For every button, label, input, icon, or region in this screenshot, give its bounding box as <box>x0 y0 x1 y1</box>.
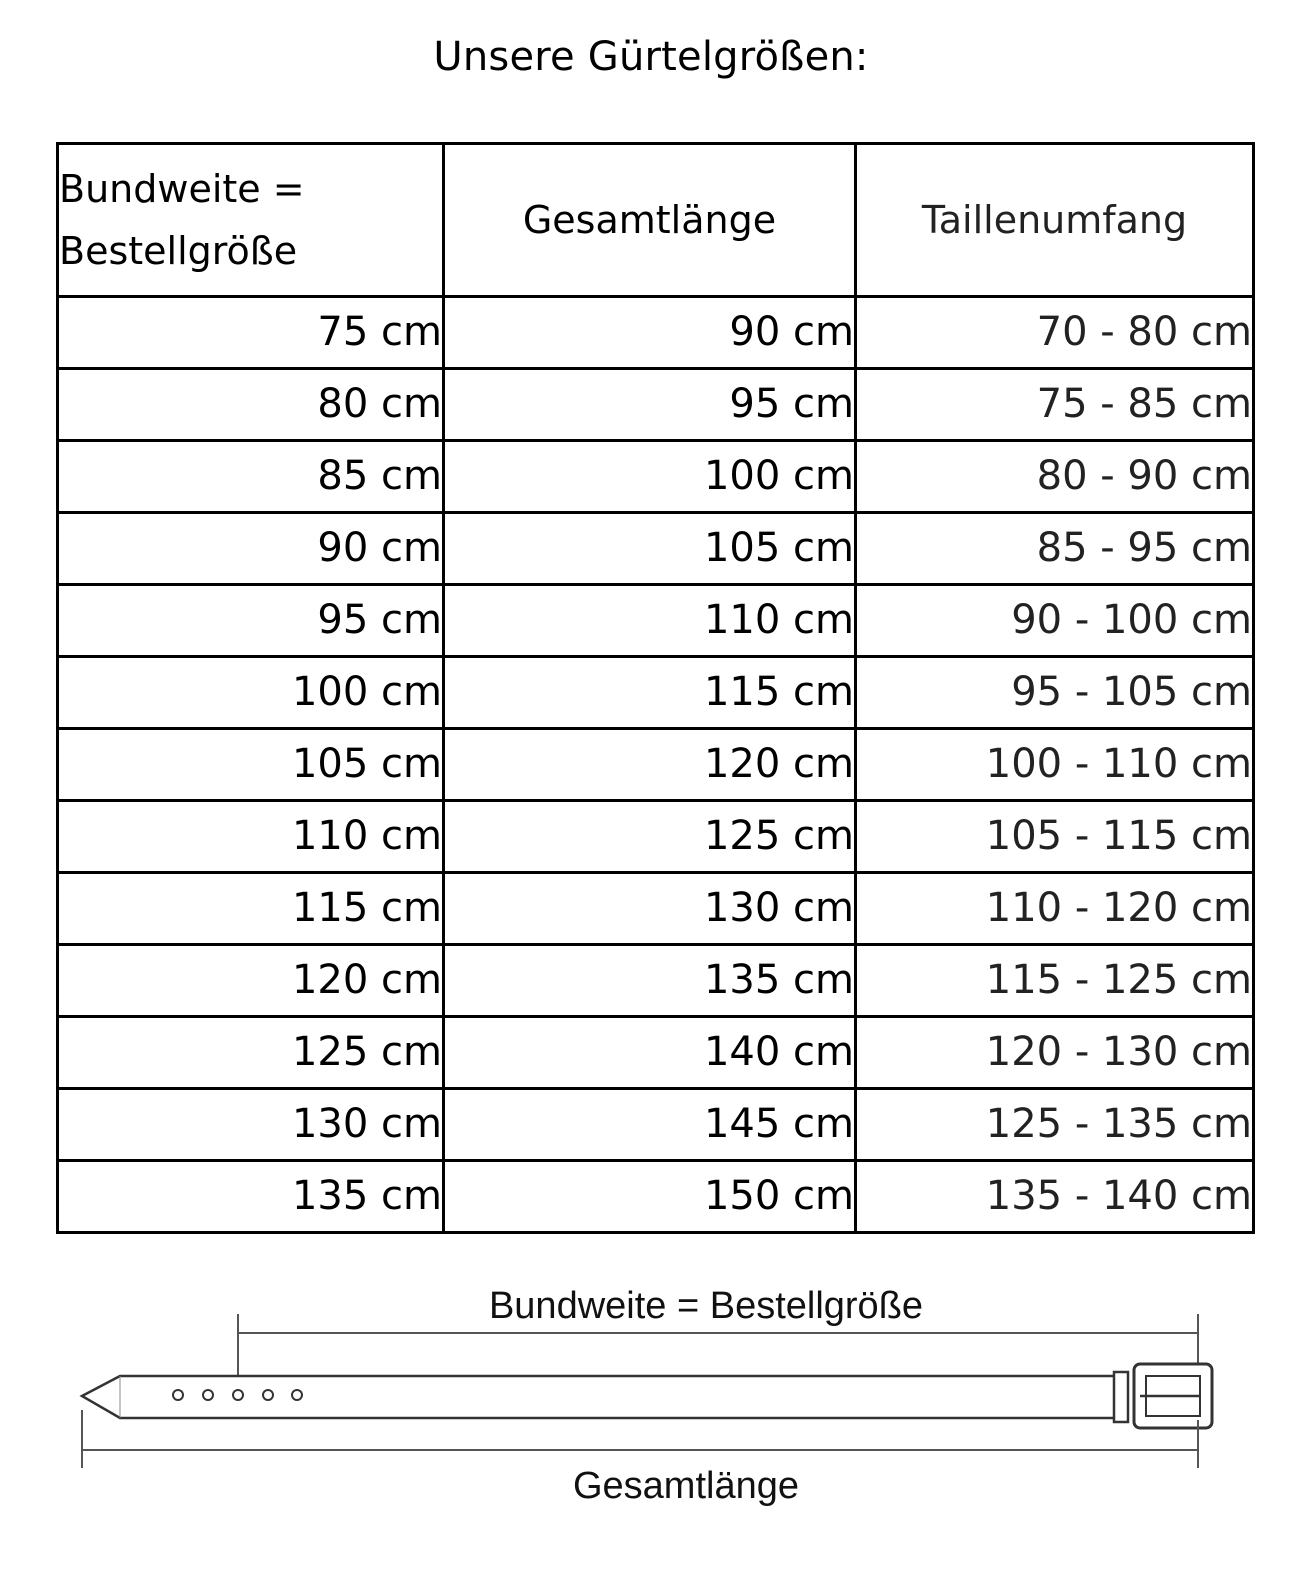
cell-bundweite: 120 cm <box>58 945 444 1017</box>
cell-gesamtlaenge: 125 cm <box>444 801 856 873</box>
cell-gesamtlaenge: 105 cm <box>444 513 856 585</box>
header-taillenumfang: Taillenumfang <box>856 144 1254 297</box>
cell-bundweite: 125 cm <box>58 1017 444 1089</box>
cell-taillenumfang: 120 - 130 cm <box>856 1017 1254 1089</box>
cell-gesamtlaenge: 115 cm <box>444 657 856 729</box>
table-row <box>58 945 1254 1017</box>
cell-bundweite: 105 cm <box>58 729 444 801</box>
cell-taillenumfang: 115 - 125 cm <box>856 945 1254 1017</box>
table-row <box>58 1161 1254 1233</box>
cell-bundweite: 130 cm <box>58 1089 444 1161</box>
header-bundweite-line2: Bestellgröße <box>59 229 298 273</box>
belt-diagram <box>0 1270 1302 1570</box>
cell-taillenumfang: 135 - 140 cm <box>856 1161 1254 1233</box>
cell-gesamtlaenge: 120 cm <box>444 729 856 801</box>
cell-taillenumfang: 75 - 85 cm <box>856 369 1254 441</box>
size-table <box>56 142 1255 1234</box>
table-row <box>58 297 1254 369</box>
header-gesamtlaenge: Gesamtlänge <box>444 144 856 297</box>
belt-hole-3 <box>233 1390 243 1400</box>
table-row <box>58 873 1254 945</box>
table-row <box>58 369 1254 441</box>
table-row <box>58 441 1254 513</box>
table-row <box>58 513 1254 585</box>
cell-taillenumfang: 95 - 105 cm <box>856 657 1254 729</box>
belt-keeper <box>1114 1372 1128 1422</box>
table-row <box>58 801 1254 873</box>
belt-hole-2 <box>203 1390 213 1400</box>
belt-illustration <box>82 1364 1212 1428</box>
cell-bundweite: 85 cm <box>58 441 444 513</box>
cell-gesamtlaenge: 110 cm <box>444 585 856 657</box>
table-row <box>58 1017 1254 1089</box>
cell-taillenumfang: 80 - 90 cm <box>856 441 1254 513</box>
cell-bundweite: 95 cm <box>58 585 444 657</box>
cell-gesamtlaenge: 95 cm <box>444 369 856 441</box>
cell-gesamtlaenge: 100 cm <box>444 441 856 513</box>
cell-bundweite: 110 cm <box>58 801 444 873</box>
cell-taillenumfang: 70 - 80 cm <box>856 297 1254 369</box>
table-row <box>58 585 1254 657</box>
cell-taillenumfang: 125 - 135 cm <box>856 1089 1254 1161</box>
size-table-body <box>58 297 1254 1233</box>
cell-bundweite: 90 cm <box>58 513 444 585</box>
belt-hole-4 <box>263 1390 273 1400</box>
table-row <box>58 657 1254 729</box>
header-bundweite <box>58 144 444 297</box>
cell-taillenumfang: 90 - 100 cm <box>856 585 1254 657</box>
cell-bundweite: 135 cm <box>58 1161 444 1233</box>
page-title: Unsere Gürtelgrößen: <box>433 34 869 80</box>
header-bundweite-line1: Bundweite = <box>59 167 305 211</box>
table-row <box>58 1089 1254 1161</box>
cell-taillenumfang: 105 - 115 cm <box>856 801 1254 873</box>
cell-gesamtlaenge: 135 cm <box>444 945 856 1017</box>
cell-bundweite: 75 cm <box>58 297 444 369</box>
cell-gesamtlaenge: 90 cm <box>444 297 856 369</box>
cell-taillenumfang: 110 - 120 cm <box>856 873 1254 945</box>
bundweite-label: Bundweite = Bestellgröße <box>488 1285 924 1327</box>
cell-bundweite: 100 cm <box>58 657 444 729</box>
table-header-row <box>58 144 1254 297</box>
belt-hole-5 <box>292 1390 302 1400</box>
cell-taillenumfang: 85 - 95 cm <box>856 513 1254 585</box>
table-row <box>58 729 1254 801</box>
cell-taillenumfang: 100 - 110 cm <box>856 729 1254 801</box>
cell-gesamtlaenge: 140 cm <box>444 1017 856 1089</box>
belt-hole-1 <box>173 1390 183 1400</box>
cell-gesamtlaenge: 150 cm <box>444 1161 856 1233</box>
gesamtlaenge-label: Gesamtlänge <box>572 1465 800 1507</box>
cell-gesamtlaenge: 130 cm <box>444 873 856 945</box>
cell-bundweite: 80 cm <box>58 369 444 441</box>
cell-gesamtlaenge: 145 cm <box>444 1089 856 1161</box>
cell-bundweite: 115 cm <box>58 873 444 945</box>
